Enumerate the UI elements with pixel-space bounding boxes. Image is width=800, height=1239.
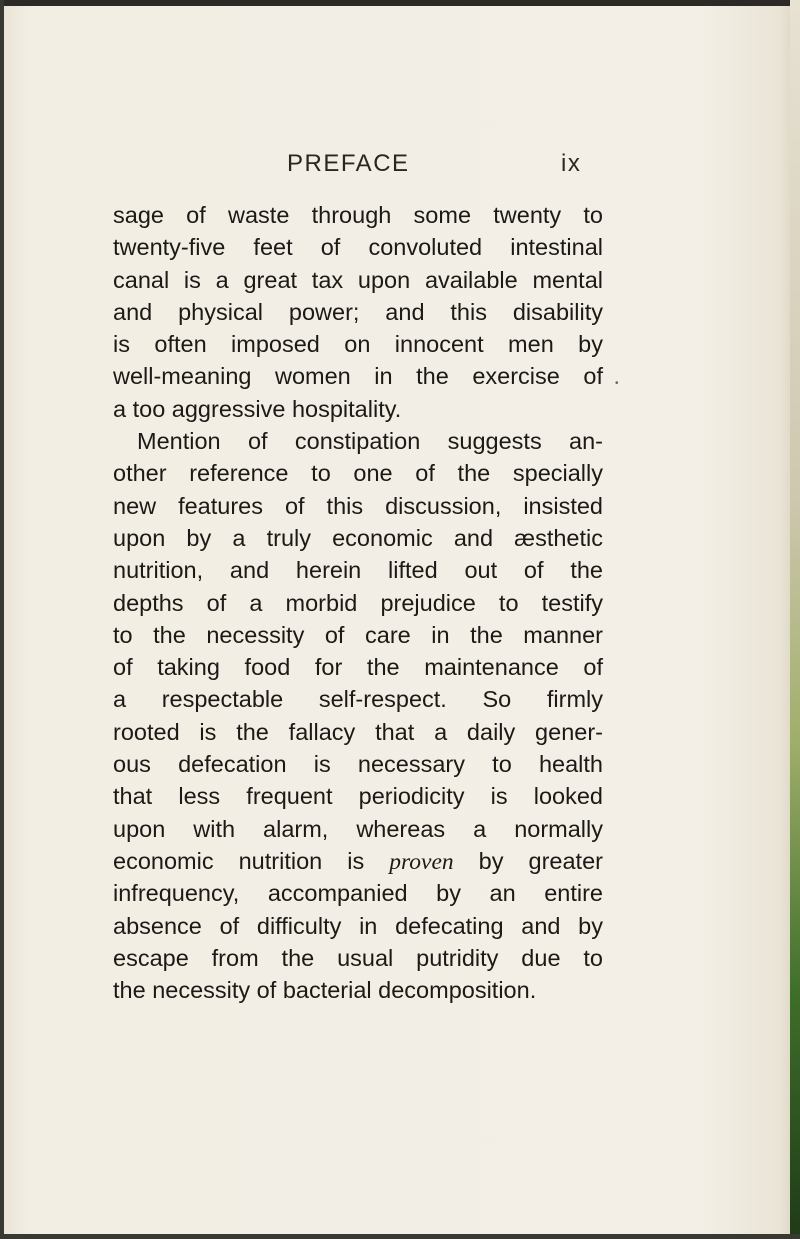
text-line-with-emphasis <box>113 845 603 877</box>
page-edge-right <box>790 0 800 1239</box>
text-line: that less frequent periodicity is looked <box>113 783 603 810</box>
text-line: depths of a morbid prejudice to testify <box>113 589 603 616</box>
text-line: a respectable self-respect. So firmly <box>113 686 603 713</box>
text-line: nutrition, and herein lifted out of the <box>113 557 603 584</box>
text-line: absence of difficulty in defecating and by <box>113 912 603 939</box>
paper-speck: • <box>615 378 619 389</box>
text-line: is often imposed on innocent men by <box>113 331 603 358</box>
text-line: escape from the usual putridity due to <box>113 944 603 971</box>
text-line: to the necessity of care in the manner <box>113 621 603 648</box>
text-line: well-meaning women in the exercise of <box>113 363 603 390</box>
text-line: a too aggressive hospitality. <box>113 395 402 422</box>
text-line: of taking food for the maintenance of <box>113 654 603 681</box>
scan-edge-bottom <box>0 1234 800 1239</box>
text-line: Mention of constipation suggests an- <box>137 428 603 455</box>
scan-edge-left <box>0 0 4 1239</box>
text-line: upon with alarm, whereas a normally <box>113 815 603 842</box>
running-head-title: PREFACE <box>287 150 410 177</box>
text-line: rooted is the fallacy that a daily gener- <box>113 718 603 745</box>
body-text <box>113 199 603 1006</box>
text-line: and physical power; and this disability <box>113 298 603 325</box>
text-line: new features of this discussion, insisted <box>113 492 603 519</box>
text-line: the necessity of bacterial decomposition. <box>113 977 537 1004</box>
page-number: ix <box>561 150 582 177</box>
text-fragment: by greater <box>453 847 603 874</box>
text-line: upon by a truly economic and æsthetic <box>113 524 603 551</box>
text-line: canal is a great tax upon available mental <box>113 266 603 293</box>
text-line: ous defecation is necessary to health <box>113 751 603 778</box>
scan-edge-top <box>0 0 800 6</box>
text-line: twenty-five feet of convoluted intestinal <box>113 234 603 261</box>
text-line: sage of waste through some twenty to <box>113 202 603 228</box>
emphasized-word: proven <box>389 848 454 875</box>
text-fragment: economic nutrition is <box>113 847 390 874</box>
text-line: infrequency, accompanied by an entire <box>113 880 603 907</box>
text-line: other reference to one of the specially <box>113 460 603 487</box>
